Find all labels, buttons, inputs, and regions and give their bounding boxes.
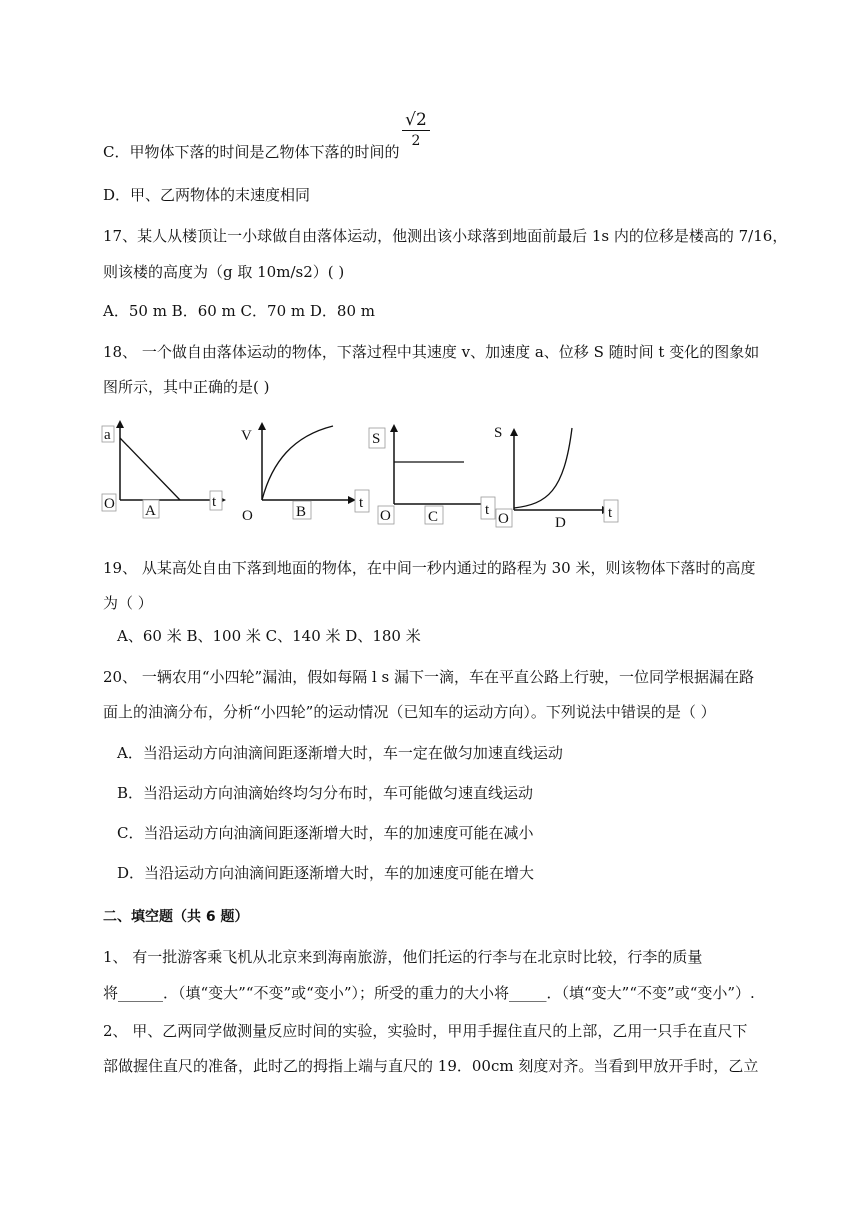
graph-c bbox=[366, 422, 502, 526]
q20-option-b: B．当沿运动方向油滴始终均匀分布时，车可能做匀速直线运动 bbox=[117, 784, 534, 802]
q19-options: A、60 米 B、100 米 C、140 米 D、180 米 bbox=[117, 627, 421, 645]
q18-line1: 18、 一个做自由落体运动的物体，下落过程中其速度 v、加速度 a、位移 S 随时间 t 变化的图象如 bbox=[103, 343, 760, 361]
q17-line2: 则该楼的高度为（g 取 10m/s2）( ) bbox=[103, 263, 345, 281]
q16-option-d: D．甲、乙两物体的末速度相同 bbox=[103, 186, 311, 204]
y-axis-arrow bbox=[258, 422, 266, 430]
q17-options: A．50 m B．60 m C．70 m D．80 m bbox=[103, 302, 375, 320]
s2-q1-line1: 1、 有一批游客乘飞机从北京来到海南旅游，他们托运的行李与在北京时比较，行李的质量 bbox=[103, 948, 703, 966]
y-axis-arrow bbox=[116, 420, 124, 428]
fraction-numerator: √2 bbox=[402, 112, 430, 131]
y-label: S bbox=[494, 425, 503, 441]
y-label: V bbox=[241, 428, 252, 444]
y-axis-arrow bbox=[510, 428, 518, 436]
option-label: D bbox=[555, 515, 566, 530]
origin-label: O bbox=[242, 508, 253, 524]
s2-q1-line2: 将______．（填“变大”“不变”或“变小”）；所受的重力的大小将_____．（填“变大”“不变”或“变小”）. bbox=[103, 984, 755, 1002]
section-heading: 二、填空题（共 6 题） bbox=[103, 909, 249, 925]
option-label: A bbox=[145, 503, 156, 519]
fraction-root2-over-2 bbox=[402, 112, 430, 149]
q20-line1: 20、 一辆农用“小四轮”漏油，假如每隔 l s 漏下一滴，车在平直公路上行驶，一位同学根据漏在路 bbox=[103, 668, 754, 686]
origin-label: O bbox=[104, 496, 115, 512]
graph-b bbox=[238, 422, 381, 524]
graph-d-curve bbox=[514, 428, 572, 508]
y-label: S bbox=[372, 431, 381, 447]
graph-a bbox=[100, 420, 230, 525]
option-label: B bbox=[296, 504, 307, 520]
fraction-denominator: 2 bbox=[411, 133, 421, 149]
y-axis-arrow bbox=[390, 424, 398, 432]
q19-line2: 为（ ） bbox=[103, 594, 153, 612]
origin-label: O bbox=[498, 511, 509, 527]
x-label: t bbox=[212, 494, 217, 510]
graph-b-curve bbox=[262, 426, 333, 500]
q20-option-a: A．当沿运动方向油滴间距逐渐增大时，车一定在做匀加速直线运动 bbox=[117, 744, 563, 762]
s2-q2-line1: 2、 甲、乙两同学做测量反应时间的实验，实验时，甲用手握住直尺的上部，乙用一只手在直尺下 bbox=[103, 1022, 748, 1040]
x-label: t bbox=[608, 505, 613, 521]
q18-line2: 图所示，其中正确的是( ) bbox=[103, 378, 270, 396]
q20-option-c: C．当沿运动方向油滴间距逐渐增大时，车的加速度可能在减小 bbox=[117, 824, 534, 842]
graph-d bbox=[492, 420, 628, 530]
origin-label: O bbox=[380, 508, 391, 524]
q19-line1: 19、 从某高处自由下落到地面的物体，在中间一秒内通过的路程为 30 米，则该物体下落时的高度 bbox=[103, 559, 756, 577]
q17-line1: 17、某人从楼顶让一小球做自由落体运动，他测出该小球落到地面前最后 1s 内的位移是楼高的 7/16， bbox=[103, 227, 788, 245]
graph-a-curve bbox=[120, 438, 180, 500]
q16-option-c: C．甲物体下落的时间是乙物体下落的时间的 bbox=[103, 143, 400, 161]
y-label: a bbox=[104, 427, 111, 443]
x-label: t bbox=[359, 495, 364, 511]
x-label: t bbox=[485, 502, 490, 518]
q20-line2: 面上的油滴分布，分析“小四轮”的运动情况（已知车的运动方向）。下列说法中错误的是（ ） bbox=[103, 703, 716, 721]
s2-q2-line2: 部做握住直尺的准备，此时乙的拇指上端与直尺的 19．00cm 刻度对齐。当看到甲放开手时，乙立 bbox=[103, 1057, 759, 1075]
option-label: C bbox=[428, 509, 439, 525]
q20-option-d: D．当沿运动方向油滴间距逐渐增大时，车的加速度可能在增大 bbox=[117, 864, 535, 882]
